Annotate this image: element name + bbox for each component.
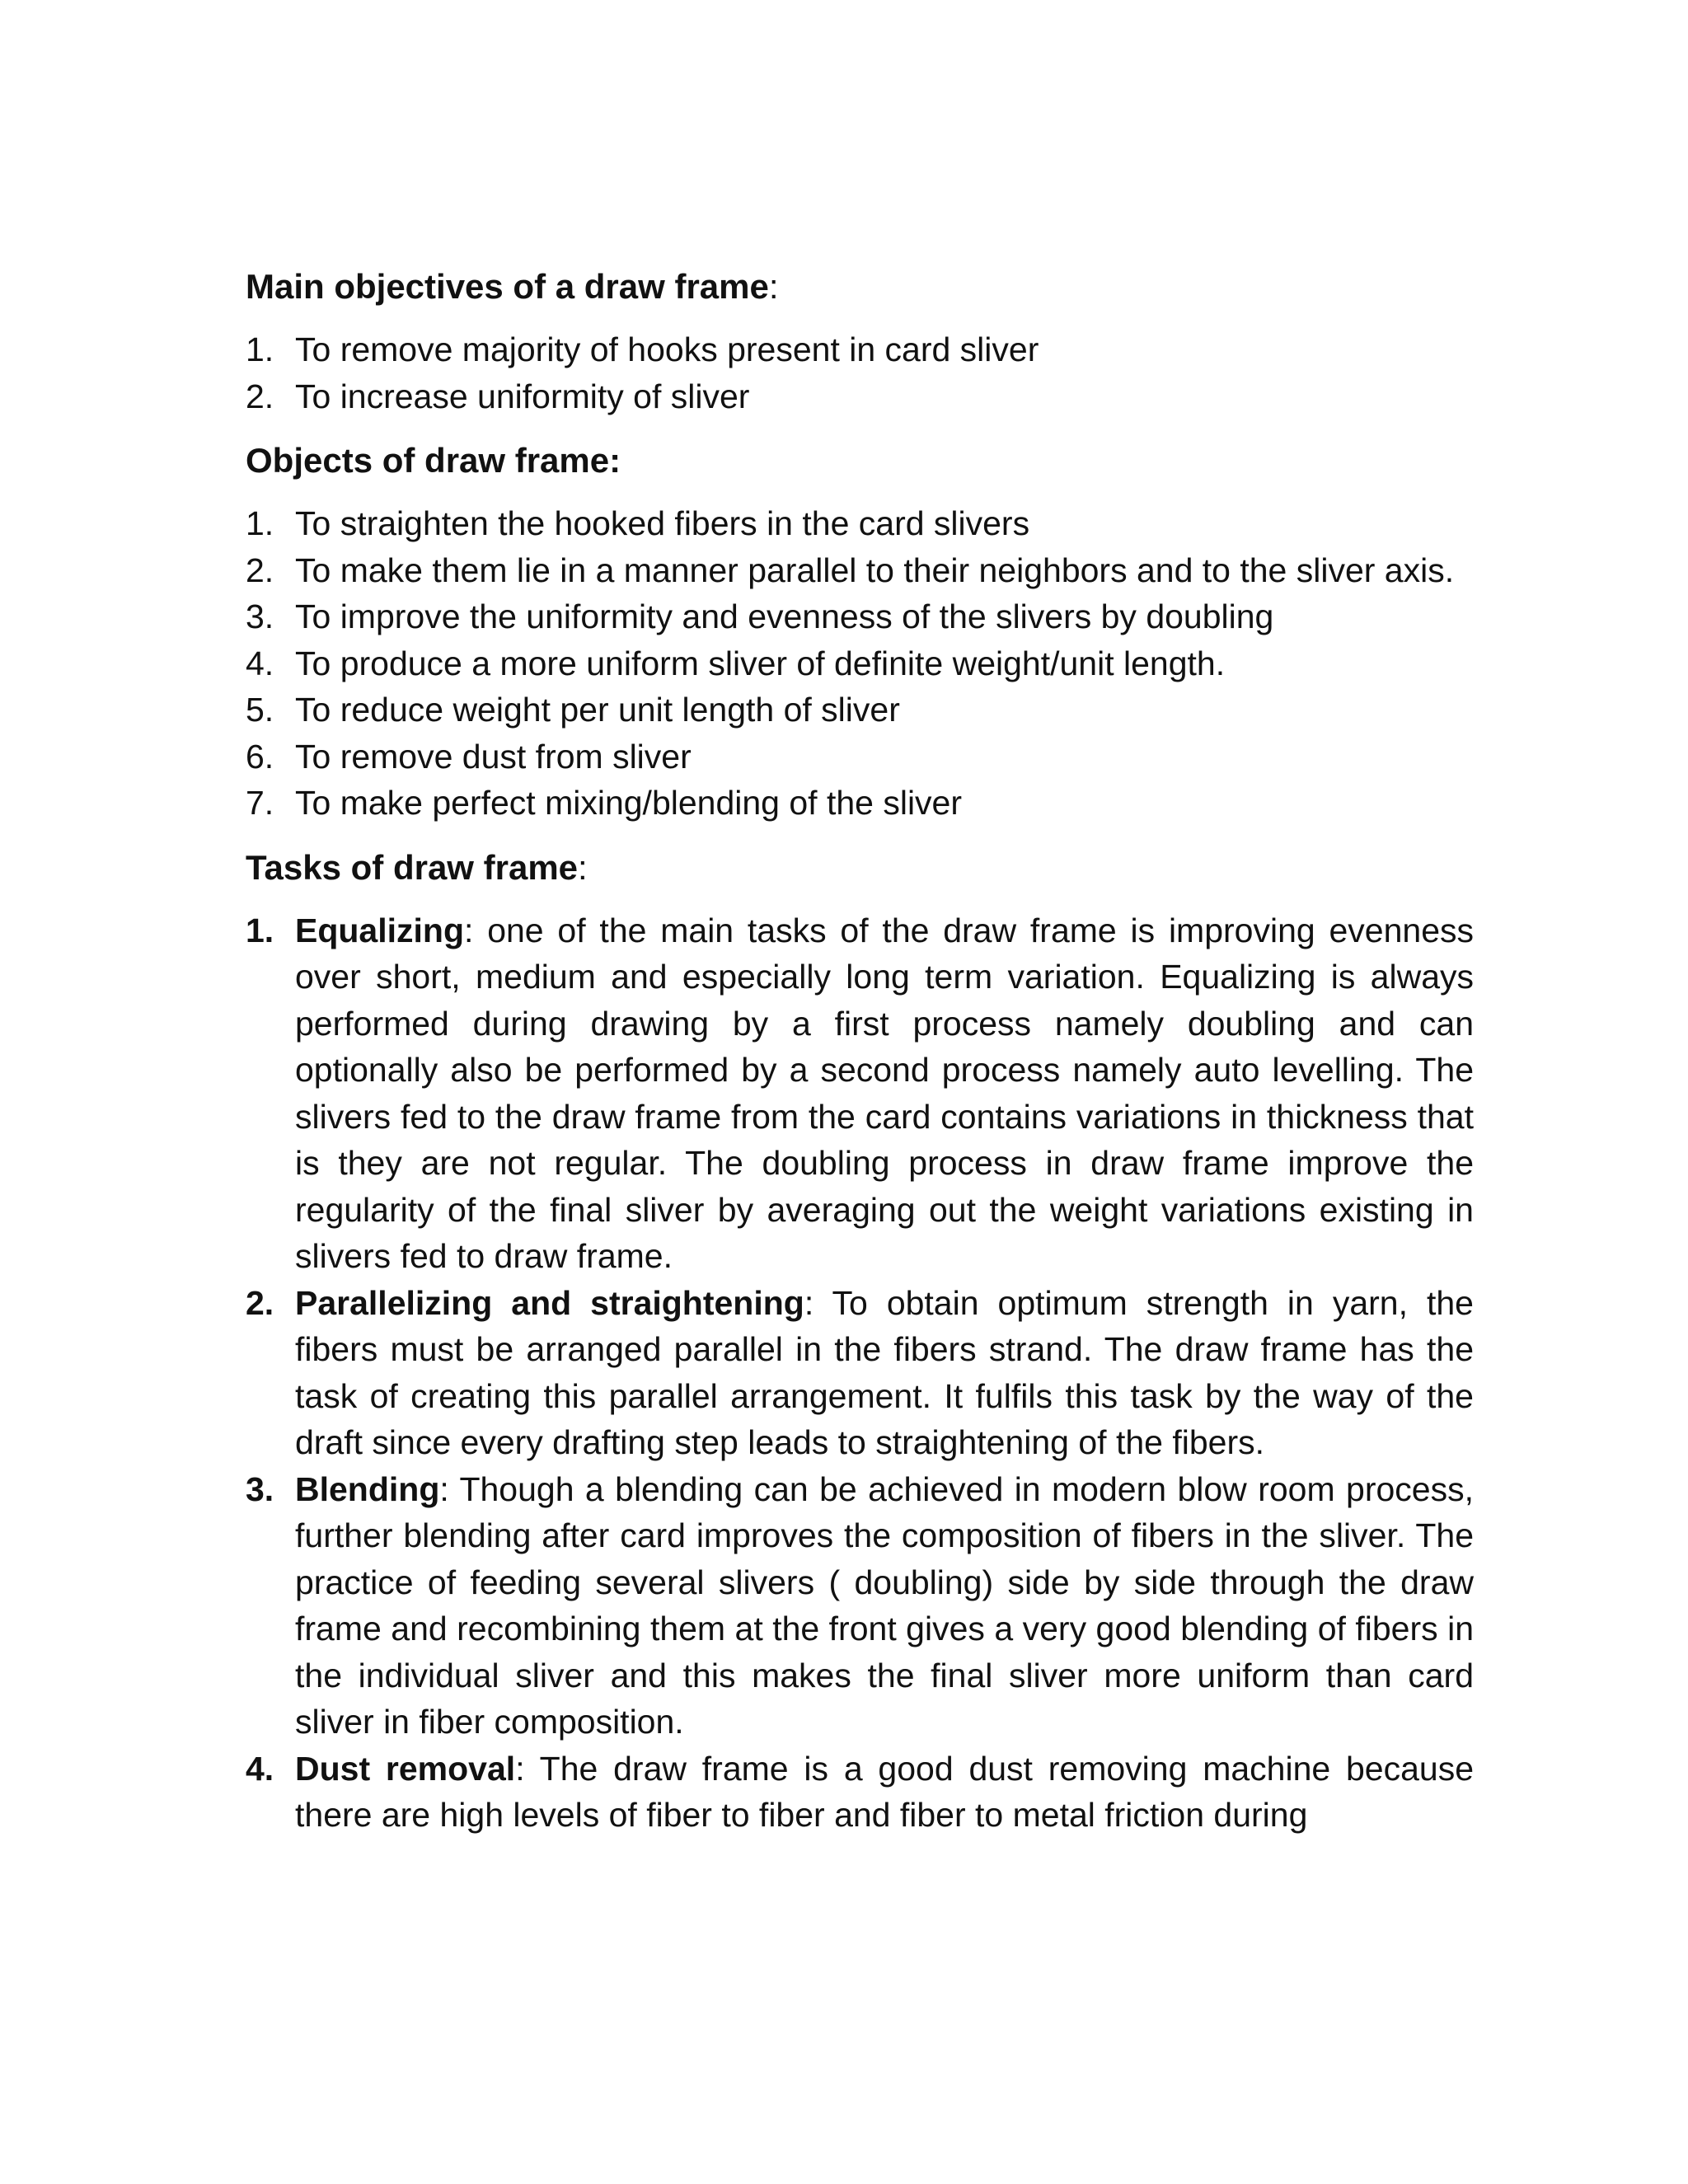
task-description: : one of the main tasks of the draw frame is improving evenness over short, medium and especially long term variation. Equalizing is always performed during drawing by a first process namely doubling and can optionally also be performed by a second process namely auto levelling. The slivers fed to the draw frame from the card contains variations in thickness that is they are not regular. The doubling process in draw frame improve the regularity of the final sliver by averaging out the weight variations existing in slivers fed to draw frame. [295, 911, 1474, 1275]
list-number: 5. [246, 691, 274, 729]
list-item-text: To make them lie in a manner parallel to their neighbors and to the sliver axis. [295, 551, 1455, 589]
list-number: 3. [246, 1469, 274, 1508]
list-item-text: To increase uniformity of sliver [295, 377, 750, 415]
task-term: Parallelizing and straightening [295, 1283, 804, 1322]
task-term: Blending [295, 1469, 440, 1508]
list-item-text: To straighten the hooked fibers in the card slivers [295, 504, 1030, 542]
document-page [246, 264, 1474, 1857]
task-description: : Though a blending can be achieved in modern blow room process, further blending after card improves the composition of fibers in the sliver. The practice of feeding several slivers ( doubling) side by side through the draw frame and recombining them at the front gives a very good blending of fibers in the individual sliver and this makes the final sliver more uniform than card sliver in fiber composition. [295, 1469, 1474, 1741]
list-number: 1. [246, 330, 274, 368]
list-item-text: To make perfect mixing/blending of the sliver [295, 784, 963, 822]
list-number: 7. [246, 784, 274, 822]
heading-bold-text: Tasks of draw frame [246, 847, 579, 887]
section-heading-objects [246, 438, 1474, 484]
list-number: 2. [246, 551, 274, 589]
list-item [246, 1280, 1474, 1466]
list-item-text: To remove dust from sliver [295, 737, 692, 776]
list-item [246, 1746, 1474, 1839]
heading-bold-text: Main objectives of a draw frame [246, 267, 769, 306]
list-item [246, 326, 1474, 373]
tasks-list [246, 907, 1474, 1839]
list-item [246, 1466, 1474, 1746]
list-item [246, 593, 1474, 640]
list-item [246, 733, 1474, 780]
list-number: 1. [246, 504, 274, 542]
list-item-text: To remove majority of hooks present in card sliver [295, 330, 1039, 368]
list-item [246, 500, 1474, 547]
list-item [246, 687, 1474, 733]
section-heading-main-objectives [246, 264, 1474, 310]
heading-colon: : [578, 847, 588, 887]
task-description: : The draw frame is a good dust removing machine because there are high levels of fiber to fiber and fiber to metal friction during [295, 1749, 1474, 1834]
list-item [246, 547, 1474, 594]
list-number: 6. [246, 737, 274, 776]
list-number: 4. [246, 644, 274, 682]
list-number: 2. [246, 1283, 274, 1322]
list-item [246, 780, 1474, 827]
main-objectives-list [246, 326, 1474, 419]
list-number: 3. [246, 598, 274, 635]
list-item [246, 907, 1474, 1280]
list-item-text: To improve the uniformity and evenness of the slivers by doubling [295, 598, 1274, 635]
task-term: Dust removal [295, 1749, 516, 1788]
list-item-text: To produce a more uniform sliver of definite weight/unit length. [295, 644, 1226, 682]
task-description: : To obtain optimum strength in yarn, the fibers must be arranged parallel in the fibers strand. The draw frame has the task of creating this parallel arrangement. It fulfils this task by the way of the draft since every drafting step leads to straightening of the fibers. [295, 1283, 1474, 1461]
objects-list [246, 500, 1474, 827]
list-number: 2. [246, 377, 274, 415]
task-term: Equalizing [295, 911, 464, 949]
list-item-text: To reduce weight per unit length of sliver [295, 691, 900, 729]
section-heading-tasks [246, 845, 1474, 891]
list-item [246, 640, 1474, 687]
heading-colon: : [768, 267, 779, 306]
list-number: 1. [246, 911, 274, 949]
heading-bold-text: Objects of draw frame: [246, 441, 621, 480]
list-item [246, 373, 1474, 420]
list-number: 4. [246, 1749, 274, 1788]
